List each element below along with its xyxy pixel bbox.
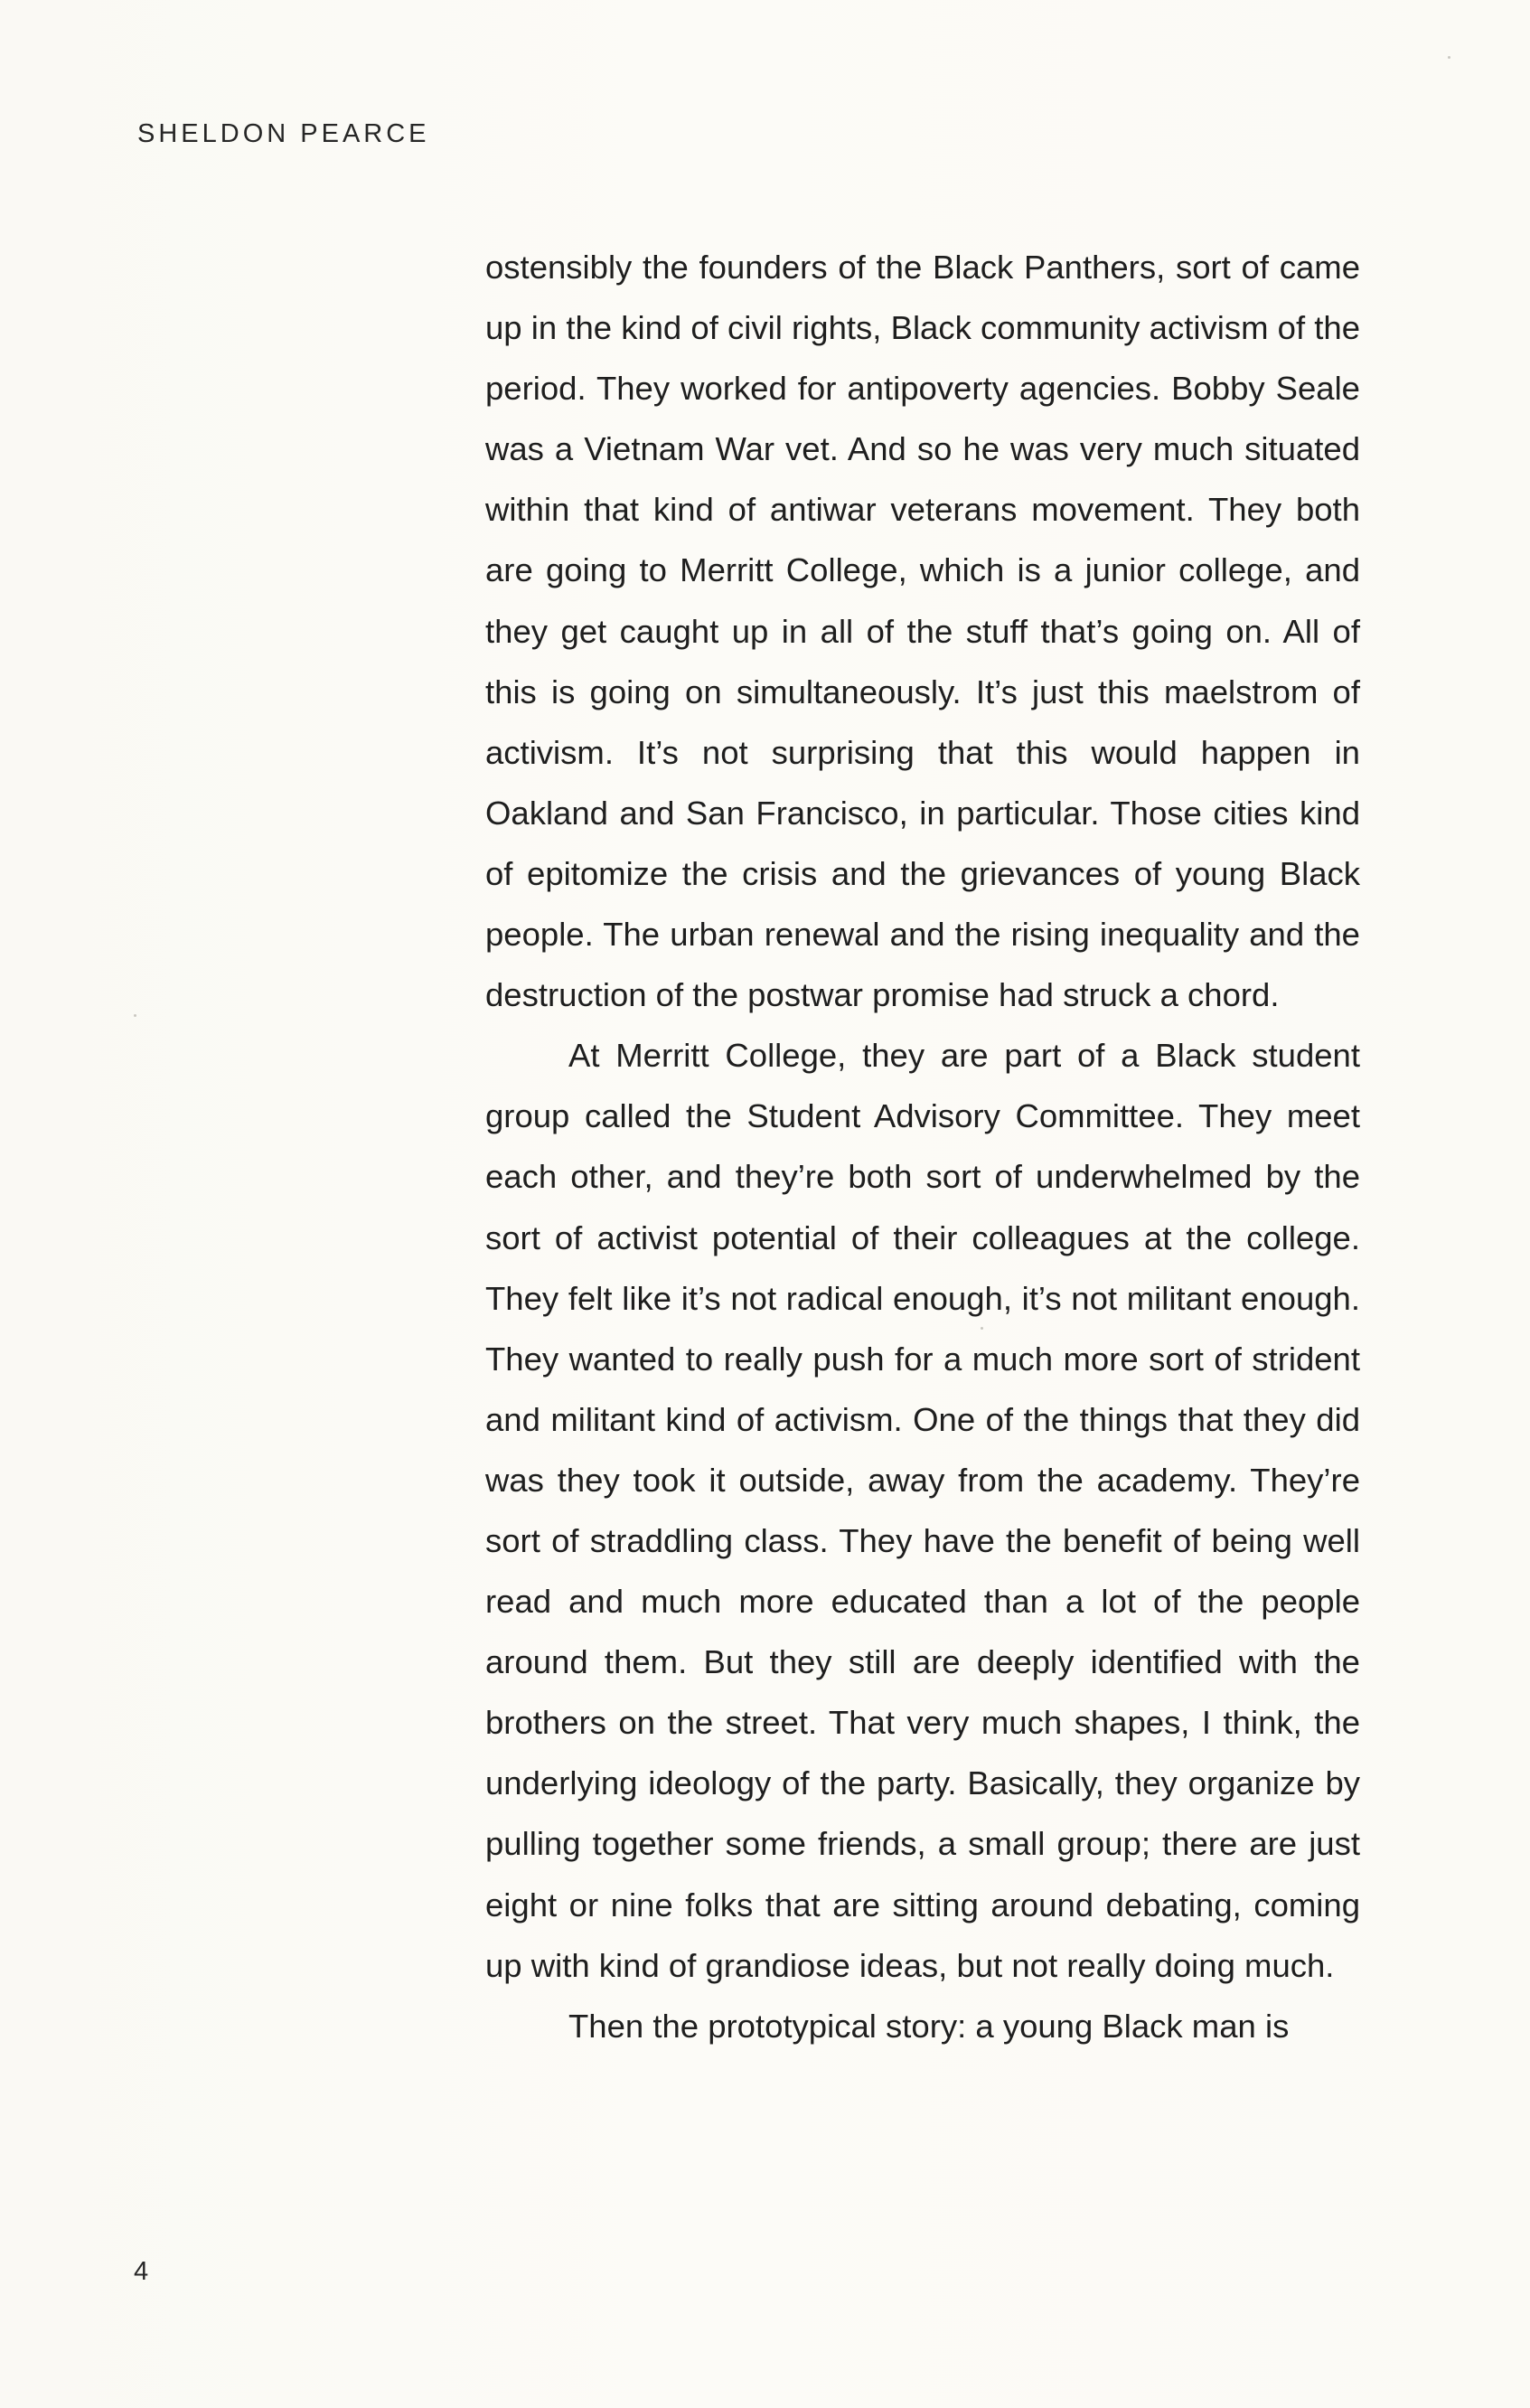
page-number: 4 <box>134 2257 149 2286</box>
scan-speck <box>134 1014 136 1017</box>
paragraph-prototypical-story: Then the prototypical story: a young Black man is <box>568 2007 1290 2045</box>
body-text <box>485 237 1360 2056</box>
paragraph-continued: ostensibly the founders of the Black Panthers, sort of came up in the kind of civil rights, Black community activism of the period. They worked for antipoverty agencies. Bobby Seale was a Vietnam War vet. And so he was very much situated within that kind of antiwar veterans movement. They both are going to Merritt College, which is a junior college, and they get caught up in all of the stuff that’s going on. All of this is going on simultaneously. It’s just this maelstrom of activism. It’s not surprising that this would happen in Oakland and San Francisco, in particular. Those cities kind of epitomize the crisis and the grievances of young Black people. The urban renewal and the rising inequality and the destruction of the postwar promise had struck a chord. <box>485 249 1360 1014</box>
paragraph-merritt-college: At Merritt College, they are part of a Black student group called the Student Advisory Committee. They meet each other, and they’re both sort of underwhelmed by the sort of activist potential of their colleagues at the college. They felt like it’s not radical enough, it’s not militant enough. They wanted to really push for a much more sort of strident and militant kind of activism. One of the things that they did was they took it outside, away from the academy. They’re sort of straddling class. They have the benefit of being well read and much more educated than a lot of the people around them. But they still are deeply identified with the brothers on the street. That very much shapes, I think, the underlying ideology of the party. Basically, they organize by pulling together some friends, a small group; there are just eight or nine folks that are sitting around debating, coming up with kind of grandiose ideas, but not really doing much. <box>485 1037 1360 1984</box>
scan-speck <box>1448 56 1450 59</box>
scan-speck <box>981 1327 983 1330</box>
running-head-author: SHELDON PEARCE <box>137 119 430 148</box>
